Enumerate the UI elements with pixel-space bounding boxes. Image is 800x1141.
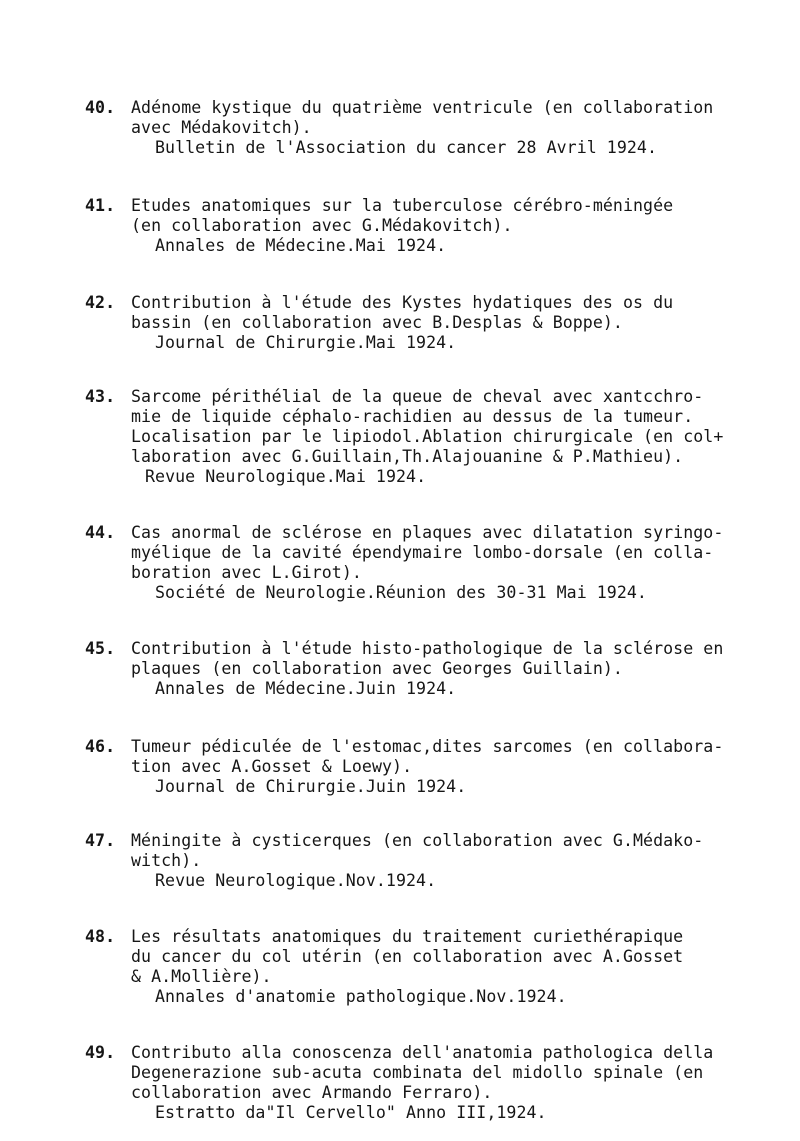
- entry-title-line: Contributo alla conoscenza dell'anatomia pathologica della: [131, 1043, 714, 1062]
- bibliography-entry-49: [85, 1043, 795, 1123]
- entry-title-line: Adénome kystique du quatrième ventricule (en collaboration: [131, 98, 714, 117]
- entry-title-line: bassin (en collaboration avec B.Desplas & Boppe).: [131, 313, 623, 332]
- entry-title-line: Tumeur pédiculée de l'estomac,dites sarcomes (en collabora-: [131, 737, 724, 756]
- entry-source: Revue Neurologique.Nov.1924.: [155, 871, 437, 890]
- bibliography-entry-46: [85, 737, 795, 797]
- entry-title-line: (en collaboration avec G.Médakovitch).: [131, 216, 513, 235]
- bibliography-entry-43: [85, 387, 795, 487]
- bibliography-entry-47: [85, 831, 795, 891]
- entry-number: 42.: [85, 293, 116, 312]
- entry-title-line: Etudes anatomiques sur la tuberculose cérébro-méningée: [131, 196, 674, 215]
- entry-title-line: laboration avec G.Guillain,Th.Alajouanine & P.Mathieu).: [131, 447, 684, 466]
- bibliography-entry-44: [85, 523, 795, 603]
- entry-source: Société de Neurologie.Réunion des 30-31 Mai 1924.: [155, 583, 647, 602]
- entry-title-line: Sarcome périthélial de la queue de cheval avec xantcchro-: [131, 387, 704, 406]
- entry-title-line: Localisation par le lipiodol.Ablation chirurgicale (en col+: [131, 427, 724, 446]
- entry-title-line: Les résultats anatomiques du traitement curiethérapique: [131, 927, 684, 946]
- entry-number: 46.: [85, 737, 116, 756]
- entry-title-line: Degenerazione sub-acuta combinata del midollo spinale (en: [131, 1063, 704, 1082]
- entry-source: Annales de Médecine.Mai 1924.: [155, 236, 447, 255]
- entry-title-line: Cas anormal de sclérose en plaques avec dilatation syringo-: [131, 523, 724, 542]
- entry-number: 47.: [85, 831, 116, 850]
- entry-source: Estratto da"Il Cervello" Anno III,1924.: [155, 1103, 547, 1122]
- entry-source: Journal de Chirurgie.Juin 1924.: [155, 777, 467, 796]
- entry-title-line: avec Médakovitch).: [131, 118, 312, 137]
- bibliography-entry-45: [85, 639, 795, 699]
- entry-title-line: boration avec L.Girot).: [131, 563, 362, 582]
- entry-title-line: Contribution à l'étude histo-pathologique de la sclérose en: [131, 639, 724, 658]
- entry-source: Revue Neurologique.Mai 1924.: [145, 467, 427, 486]
- entry-number: 40.: [85, 98, 116, 117]
- entry-source: Annales de Médecine.Juin 1924.: [155, 679, 457, 698]
- entry-title-line: myélique de la cavité épendymaire lombo-dorsale (en colla-: [131, 543, 714, 562]
- entry-number: 49.: [85, 1043, 116, 1062]
- entry-number: 41.: [85, 196, 116, 215]
- bibliography-entry-41: [85, 196, 795, 256]
- entry-title-line: witch).: [131, 851, 202, 870]
- entry-title-line: tion avec A.Gosset & Loewy).: [131, 757, 413, 776]
- entry-number: 43.: [85, 387, 116, 406]
- entry-number: 45.: [85, 639, 116, 658]
- entry-source: Bulletin de l'Association du cancer 28 Avril 1924.: [155, 138, 658, 157]
- entry-source: Journal de Chirurgie.Mai 1924.: [155, 333, 457, 352]
- bibliography-entry-48: [85, 927, 795, 1007]
- entry-title-line: du cancer du col utérin (en collaboration avec A.Gosset: [131, 947, 684, 966]
- bibliography-entry-42: [85, 293, 795, 353]
- entry-title-line: collaboration avec Armando Ferraro).: [131, 1083, 493, 1102]
- entry-title-line: Contribution à l'étude des Kystes hydatiques des os du: [131, 293, 674, 312]
- bibliography-entry-40: [85, 98, 795, 158]
- entry-source: Annales d'anatomie pathologique.Nov.1924.: [155, 987, 567, 1006]
- entry-number: 48.: [85, 927, 116, 946]
- entry-title-line: mie de liquide céphalo-rachidien au dessus de la tumeur.: [131, 407, 694, 426]
- entry-number: 44.: [85, 523, 116, 542]
- entry-title-line: & A.Mollière).: [131, 967, 272, 986]
- entry-title-line: plaques (en collaboration avec Georges Guillain).: [131, 659, 623, 678]
- entry-title-line: Méningite à cysticerques (en collaboration avec G.Médako-: [131, 831, 704, 850]
